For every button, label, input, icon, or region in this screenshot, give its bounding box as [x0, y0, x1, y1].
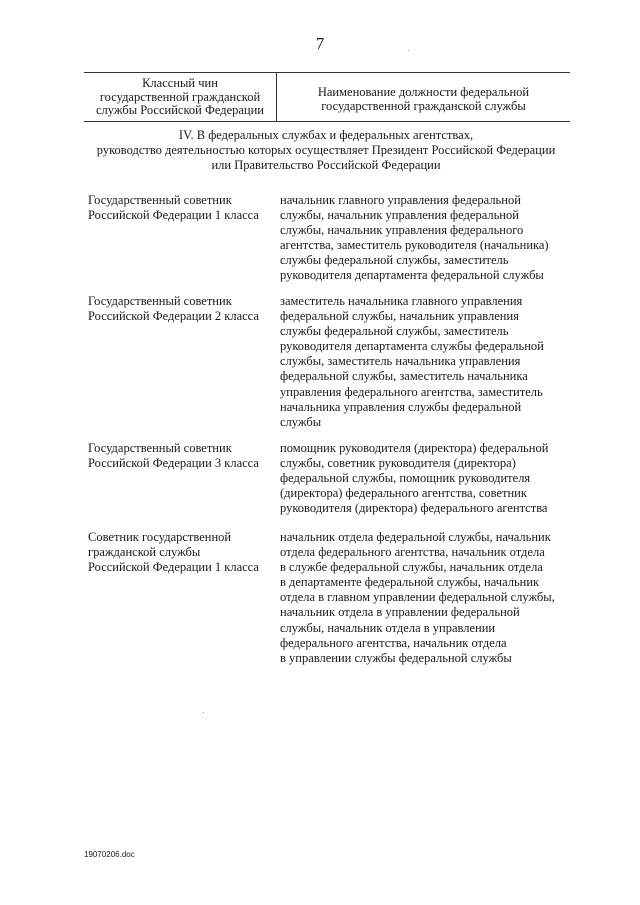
section-heading [80, 128, 572, 173]
header-position-name-line: Наименование должности федеральной [317, 85, 530, 99]
position-line: в департаменте федеральной службы, начальник [280, 575, 540, 590]
position-line: федерального агентства, начальник отдела [280, 635, 507, 650]
section-heading-line: или Правительство Российской Федерации [211, 158, 441, 172]
position-line: отдела федерального агентства, начальник отдела [280, 545, 545, 560]
position-line: руководителя департамента службы федеральной [280, 339, 544, 354]
class-rank [88, 193, 278, 223]
section-heading-line: руководство деятельностью которых осуществляет Президент Российской Федерации [96, 143, 556, 157]
class-rank [88, 441, 278, 471]
position-line: службы, заместитель начальника управления [280, 354, 521, 369]
position-list [280, 193, 580, 284]
class-rank-line: Российской Федерации 1 класса [88, 560, 259, 575]
scan-speck [203, 712, 204, 713]
position-line: заместитель начальника главного управления [280, 294, 523, 308]
header-class-rank-line: службы Российской Федерации [96, 103, 264, 117]
class-rank-line: Советник государственной [88, 530, 232, 544]
position-line: службы, начальник отдела в управлении [280, 620, 496, 635]
class-rank [88, 294, 278, 324]
position-line: начальник отдела в управлении федеральной [280, 605, 520, 620]
position-line: агентства, заместитель руководителя (начальника) [280, 238, 549, 253]
header-position-name [277, 73, 570, 121]
position-line: федеральной службы, начальник управления [280, 309, 519, 324]
class-rank-line: гражданской службы [88, 545, 201, 560]
position-line: службы, начальник управления федерального [280, 223, 524, 238]
position-line: службы, начальник управления федеральной [280, 208, 519, 223]
class-rank-line: Государственный советник [88, 193, 232, 207]
position-line: федеральной службы, заместитель начальника [280, 369, 528, 384]
document-id: 19070206.doc [84, 850, 135, 859]
page-number: 7 [315, 34, 325, 53]
position-line: отдела в главном управлении федеральной службы, [280, 590, 555, 605]
position-line: управления федерального агентства, заместитель [280, 384, 543, 399]
header-class-rank-line: Классный чин [142, 76, 218, 90]
position-line: (директора) федерального агентства, советник [280, 486, 527, 501]
section-heading-line: IV. В федеральных службах и федеральных агентствах, [178, 128, 474, 142]
scan-speck [408, 50, 409, 51]
header-class-rank [84, 73, 277, 121]
position-line: службы, советник руководителя (директора) [280, 456, 516, 471]
class-rank-line: Государственный советник [88, 441, 232, 455]
position-line: руководителя (директора) федерального агентства [280, 501, 548, 516]
class-rank-line: Российской Федерации 2 класса [88, 309, 259, 324]
class-rank-line: Государственный советник [88, 294, 232, 308]
position-line: руководителя департамента федеральной службы [280, 268, 544, 283]
position-line: службы федеральной службы, заместитель [280, 324, 509, 339]
class-rank-line: Российской Федерации 1 класса [88, 208, 259, 223]
position-line: в службе федеральной службы, начальник отдела [280, 560, 543, 575]
position-line: начальник главного управления федеральной [280, 193, 521, 207]
position-line: службы [280, 414, 322, 429]
header-position-name-line: государственной гражданской службы [321, 98, 526, 113]
position-line: начальник отдела федеральной службы, начальник [280, 530, 551, 544]
class-rank-line: Российской Федерации 3 класса [88, 456, 259, 471]
header-class-rank-line: государственной гражданской [99, 89, 261, 104]
position-line: федеральной службы, помощник руководителя [280, 471, 531, 486]
position-list [280, 294, 580, 430]
position-line: службы федеральной службы, заместитель [280, 253, 509, 268]
table-header [84, 72, 570, 122]
position-line: в управлении службы федеральной службы [280, 650, 512, 665]
position-list [280, 530, 580, 666]
class-rank [88, 530, 278, 575]
position-line: начальника управления службы федеральной [280, 399, 522, 414]
position-line: помощник руководителя (директора) федеральной [280, 441, 549, 455]
position-list [280, 441, 580, 516]
